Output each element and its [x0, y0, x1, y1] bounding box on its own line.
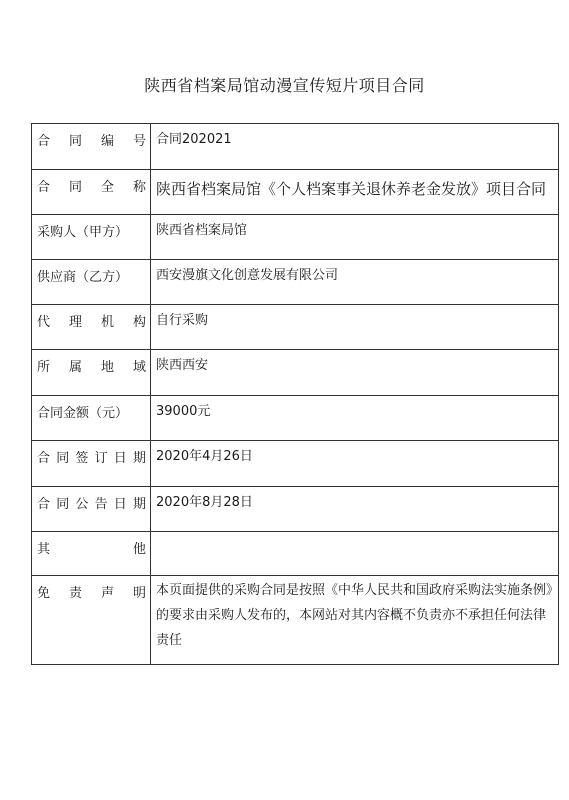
table-row	[32, 124, 559, 170]
table-row	[32, 350, 559, 396]
agency-value: 自行采购	[156, 313, 209, 328]
row-value-cell	[151, 396, 559, 441]
region-value: 陕西西安	[156, 358, 209, 373]
row-value-cell	[151, 532, 559, 576]
row-value-cell	[151, 487, 559, 532]
row-value-cell	[151, 215, 559, 260]
row-value-cell	[151, 350, 559, 396]
row-label-cell	[32, 576, 151, 665]
contract-table	[31, 123, 559, 665]
row-value-cell	[151, 260, 559, 305]
row-label-cell	[32, 487, 151, 532]
table-row	[32, 305, 559, 350]
row-label-cell	[32, 170, 151, 215]
row-label-cell	[32, 350, 151, 396]
row-label-cell	[32, 396, 151, 441]
row-value-cell	[151, 441, 559, 487]
row-value-cell	[151, 170, 559, 215]
row-label: 合 同 全 称	[37, 180, 146, 195]
table-row	[32, 532, 559, 576]
row-label: 供应商（乙方）	[37, 270, 129, 285]
row-label-cell	[32, 260, 151, 305]
publish-date-value: 2020年8月28日	[156, 495, 253, 510]
page-title: 陕西省档案局馆动漫宣传短片项目合同	[144, 76, 425, 95]
row-value-cell	[151, 305, 559, 350]
supplier-value: 西安漫旗文化创意发展有限公司	[156, 268, 339, 283]
row-label: 合同金额（元）	[37, 406, 129, 421]
row-label: 代 理 机 构	[37, 315, 146, 330]
row-label: 合 同 签 订 日 期	[37, 451, 146, 466]
row-label: 合 同 编 号	[37, 134, 146, 149]
table-row	[32, 441, 559, 487]
sign-date-value: 2020年4月26日	[156, 449, 253, 464]
row-label-cell	[32, 124, 151, 170]
row-label-cell	[32, 215, 151, 260]
row-label: 采购人（甲方）	[37, 225, 129, 240]
table-row	[32, 170, 559, 215]
disclaimer-value: 本页面提供的采购合同是按照《中华人民共和国政府采购法实施条例》的要求由采购人发布的，本网站对其内容概不负责亦不承担任何法律责任	[156, 583, 553, 648]
row-label: 免 责 声 明	[37, 586, 146, 601]
table-row	[32, 576, 559, 665]
table-row	[32, 396, 559, 441]
row-label: 所 属 地 域	[37, 360, 146, 375]
row-label: 其 他	[37, 542, 146, 557]
table-row	[32, 260, 559, 305]
row-value-cell	[151, 124, 559, 170]
contract-full-name-value: 陕西省档案局馆《个人档案事关退休养老金发放》项目合同	[156, 180, 547, 198]
table-row	[32, 215, 559, 260]
row-label-cell	[32, 305, 151, 350]
amount-value: 39000元	[156, 404, 211, 419]
contract-number-value: 合同202021	[156, 132, 232, 147]
row-label-cell	[32, 532, 151, 576]
row-value-cell	[151, 576, 559, 665]
table-row	[32, 487, 559, 532]
purchaser-value: 陕西省档案局馆	[156, 223, 248, 238]
row-label: 合 同 公 告 日 期	[37, 497, 146, 512]
row-label-cell	[32, 441, 151, 487]
